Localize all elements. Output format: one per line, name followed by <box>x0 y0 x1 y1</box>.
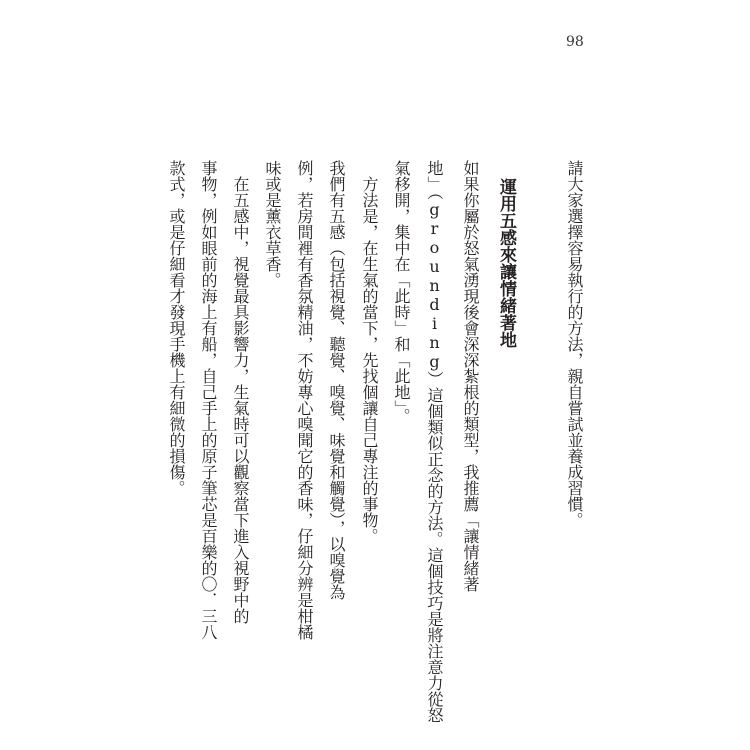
text-column-9: 味或是薰衣草香。 <box>263 160 282 288</box>
text-column-10: 在五感中，視覺最具影響力，生氣時可以觀察當下進入視野中的 <box>231 176 250 624</box>
text-column-4: 地」（grounding）這個類似正念的方法。這個技巧是將注意力從怒 <box>425 160 444 723</box>
section-heading: 運用五感來讓情緒著地 <box>496 178 516 348</box>
text-column-5: 氣移開，集中在「此時」和「此地」。 <box>392 160 411 424</box>
text-column-12: 款式，或是仔細看才發現手機上有細微的損傷。 <box>167 160 186 496</box>
text-column-6: 方法是，在生氣的當下，先找個讓自己專注的事物。 <box>360 176 379 544</box>
text-column-1: 請大家選擇容易執行的方法，親自嘗試並養成習慣。 <box>565 160 584 528</box>
text-column-3: 如果你屬於怒氣湧現後會深深紮根的類型，我推薦「讓情緒著 <box>461 160 480 592</box>
text-column-7: 我們有五感（包括視覺、聽覺、嗅覺、味覺和觸覺），以嗅覺為 <box>327 160 346 600</box>
text-column-11: 事物，例如眼前的海上有船，自己手上的原子筆芯是百樂的〇．三八 <box>199 160 218 640</box>
text-column-8: 例，若房間裡有香氛精油，不妨專心嗅聞它的香味，仔細分辨是柑橘 <box>295 160 314 640</box>
page-number: 98 <box>566 34 584 50</box>
